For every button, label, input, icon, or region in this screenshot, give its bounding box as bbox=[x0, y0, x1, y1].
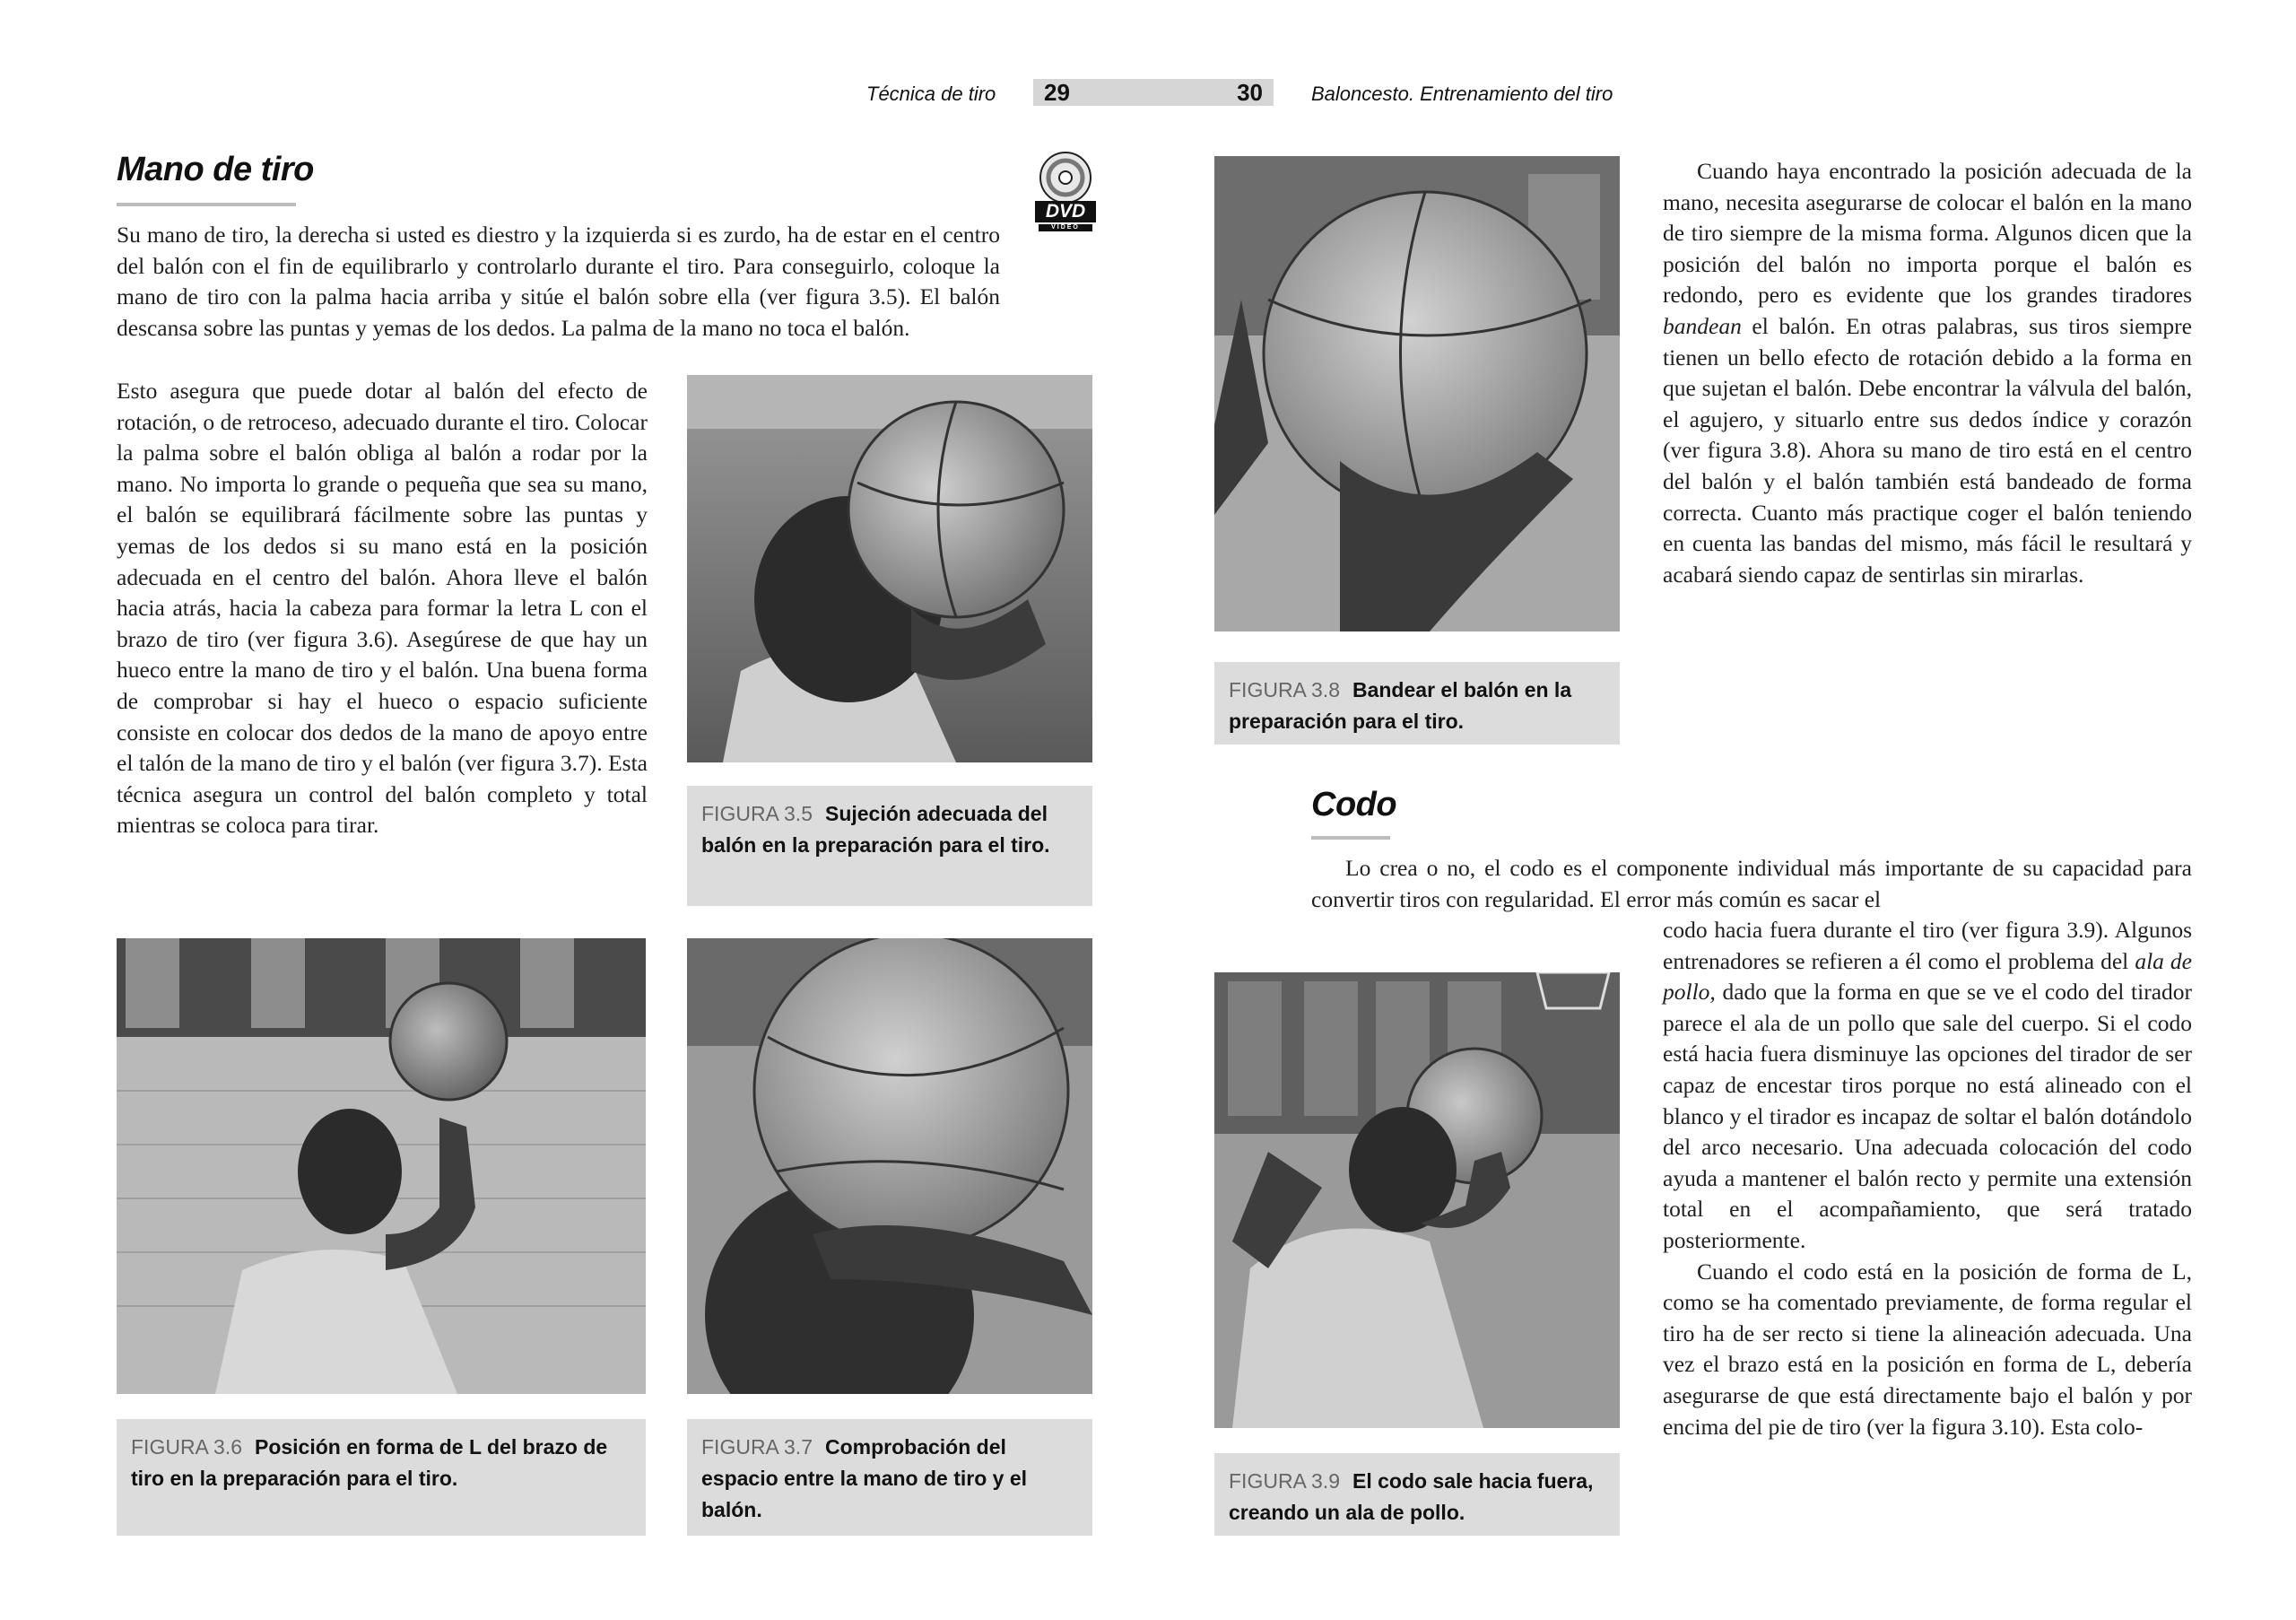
figure-3-9-caption bbox=[1214, 1453, 1620, 1536]
figure-3-8-text: Bandear el balón en la preparación para el tiro. bbox=[1229, 678, 1572, 733]
codo-column-paragraph-2: Cuando el codo está en la posición de forma de L, como se ha comentado previamente, de forma regular el tiro ha de ser recto si tiene la alineación adecuada. Una vez el brazo está en la posición en forma de L, debería asegurarse de que está directamente bajo el balón y por encima del pie de tiro (ver la figura 3.10). Esta colo- bbox=[1663, 1258, 2192, 1440]
section-title-underline bbox=[117, 203, 296, 206]
right-top-text-em: bandean bbox=[1663, 312, 1742, 339]
figure-3-5-text: Sujeción adecuada del balón en la preparación para el tiro. bbox=[701, 802, 1050, 857]
codo-col-text-a: codo hacia fuera durante el tiro (ver figura 3.9). Algunos entrenadores se refieren a él como el problema del bbox=[1663, 917, 2192, 974]
left-page-number: 29 bbox=[1044, 79, 1070, 106]
right-top-text-b: el balón. En otras palabras, sus tiros siempre tienen un bello efecto de rotación debido a la forma en que sujetan el balón. Debe encontrar la válvula del balón, el agujero, y situarlo entre sus dedos índice y corazón (ver figura 3.8). Ahora su mano de tiro está en el centro del balón y el balón también está bandeado de forma correcta. Cuanto más practique coger el balón teniendo en cuenta las bandas del mismo, más fácil le resultará y acabará siendo capaz de sentirlas sin mirarlas. bbox=[1663, 312, 2192, 588]
figure-3-5-caption bbox=[687, 786, 1092, 906]
dvd-sub-label: VIDEO bbox=[1051, 224, 1080, 231]
dvd-label: DVD bbox=[1045, 201, 1086, 222]
figure-3-7-number: FIGURA 3.7 bbox=[701, 1435, 813, 1459]
figure-3-5-photo bbox=[687, 375, 1092, 762]
right-running-title: Baloncesto. Entrenamiento del tiro bbox=[1311, 83, 1613, 105]
codo-full-width-paragraph: Lo crea o no, el codo es el componente individual más importante de su capacidad para convertir tiros con regularidad. El error más común es sacar el bbox=[1311, 855, 2192, 912]
section-title-codo: Codo bbox=[1311, 786, 1397, 823]
figure-3-6-text: Posición en forma de L del brazo de tiro en la preparación para el tiro. bbox=[131, 1435, 608, 1490]
figure-3-9-photo bbox=[1214, 972, 1620, 1428]
left-intro-paragraph: Su mano de tiro, la derecha si usted es diestro y la izquierda si es zurdo, ha de estar en el centro del balón con el fin de equilibrarlo y controlarlo durante el tiro. Para conseguirlo, coloque la mano de tiro con la palma hacia arriba y sitúe el balón sobre ella (ver figura 3.5). El balón descansa sobre las puntas y yemas de los dedos. La palma de la mano no toca el balón. bbox=[117, 222, 1000, 341]
figure-3-6-photo bbox=[117, 938, 646, 1394]
codo-column bbox=[1663, 915, 2192, 1442]
left-column-paragraph: Esto asegura que puede dotar al balón del efecto de rotación, o de retroceso, adecuado durante el tiro. Colocar la palma sobre el balón obliga al balón a rodar por la mano. No importa lo grande o pequeña que sea su mano, el balón se equilibrará fácilmente sobre las puntas y yemas de los dedos si su mano está en la posición adecuada en el centro del balón. Ahora lleve el balón hacia atrás, hacia la cabeza para formar la letra L con el brazo de tiro (ver figura 3.6). Asegúrese de que hay un hueco entre la mano de tiro y el balón. Una buena forma de comprobar si hay el hueco o espacio suficiente consiste en colocar dos dedos de la mano de apoyo entre el talón de la mano de tiro y el balón (ver figura 3.7). Esta técnica asegura un control del balón completo y total mientras se coloca para tirar. bbox=[117, 378, 648, 839]
right-top-text-a: Cuando haya encontrado la posición adecuada de la mano, necesita asegurarse de colocar el balón en la mano de tiro siempre de la misma forma. Algunos dicen que la posición del balón no importa porque el balón es redondo, pero es evidente que los grandes tiradores bbox=[1663, 158, 2192, 309]
figure-3-9-number: FIGURA 3.9 bbox=[1229, 1469, 1340, 1493]
dvd-video-icon bbox=[1033, 151, 1098, 233]
figure-3-6-caption bbox=[117, 1419, 646, 1536]
figure-3-5-number: FIGURA 3.5 bbox=[701, 802, 813, 825]
figure-3-7-caption bbox=[687, 1419, 1092, 1536]
left-running-title: Técnica de tiro bbox=[866, 83, 996, 105]
figure-3-8-photo bbox=[1214, 156, 1620, 631]
right-page-number: 30 bbox=[1237, 79, 1263, 106]
figure-3-7-text: Comprobación del espacio entre la mano de tiro y el balón. bbox=[701, 1435, 1028, 1521]
codo-col-text-b: dado que la forma en que se ve el codo del tirador parece el ala de un pollo que sale del cuerpo. Si el codo está hacia fuera disminuye las opciones del tirador de ser capaz de encestar tiros porque no está alineado con el blanco y el tirador es incapaz de soltar el balón dotándolo del arco necesario. Una adecuada colocación del codo ayuda a mantener el balón recto y permite una extensión total en el acompañamiento, que será tratado posteriormente. bbox=[1663, 979, 2192, 1253]
figure-3-8-number: FIGURA 3.8 bbox=[1229, 678, 1340, 701]
figure-3-9-text: El codo sale hacia fuera, creando un ala de pollo. bbox=[1229, 1469, 1594, 1524]
figure-3-8-caption bbox=[1214, 662, 1620, 745]
codo-col-text-em: ala de pollo, bbox=[1663, 947, 2192, 1006]
section-title-mano-de-tiro: Mano de tiro bbox=[117, 151, 314, 188]
left-page-number-bar bbox=[1033, 79, 1274, 106]
section-title-codo-underline bbox=[1311, 836, 1390, 840]
right-top-paragraph bbox=[1663, 156, 2192, 590]
figure-3-6-number: FIGURA 3.6 bbox=[131, 1435, 242, 1459]
codo-column-paragraph-1 bbox=[1663, 915, 2192, 1257]
figure-3-7-photo bbox=[687, 938, 1092, 1394]
